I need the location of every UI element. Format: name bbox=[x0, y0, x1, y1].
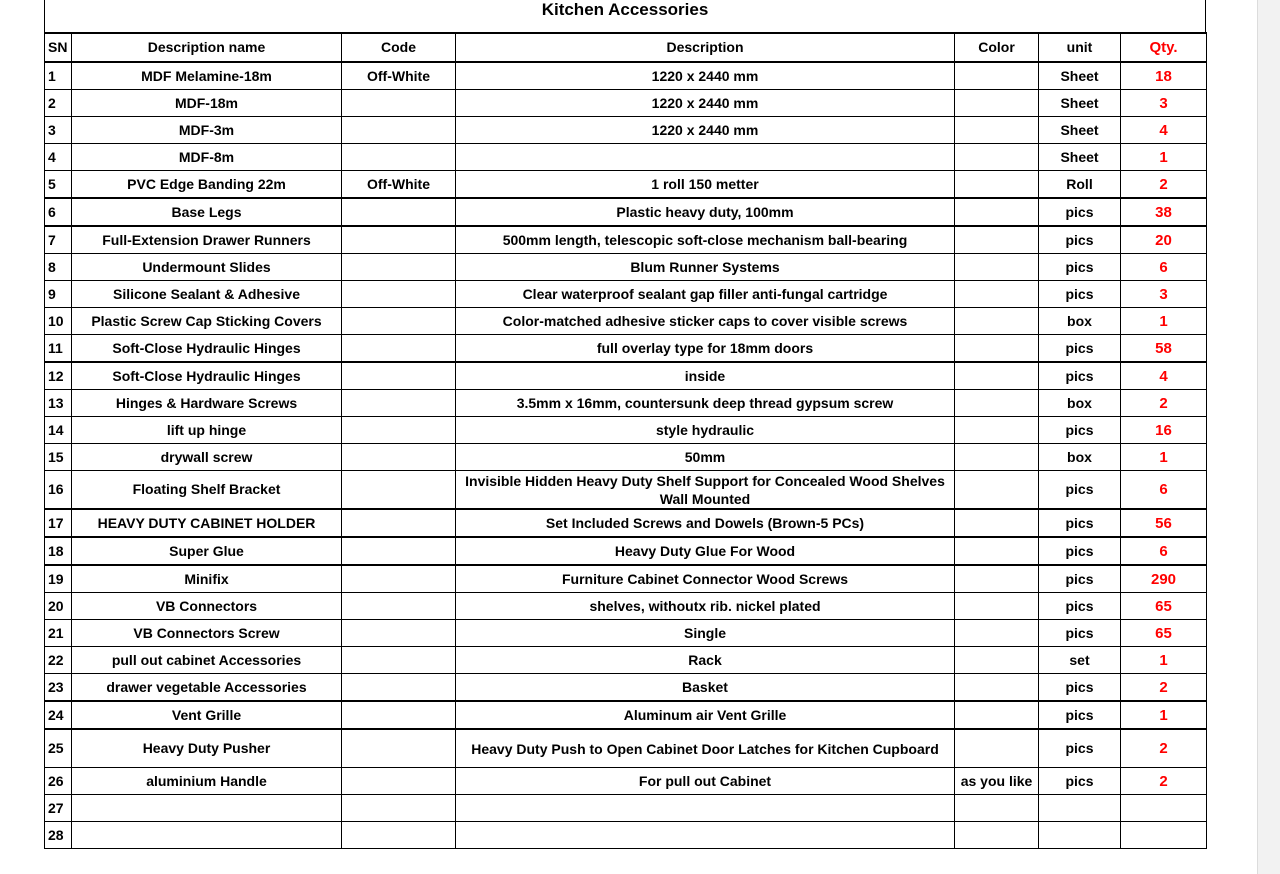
cell-description[interactable]: 1 roll 150 metter bbox=[456, 171, 955, 199]
cell-code[interactable] bbox=[342, 90, 456, 117]
cell-description-name[interactable]: VB Connectors bbox=[72, 593, 342, 620]
table-row bbox=[45, 593, 1207, 620]
cell-unit[interactable]: box bbox=[1039, 390, 1121, 417]
cell-unit[interactable]: pics bbox=[1039, 226, 1121, 254]
table-row bbox=[45, 537, 1207, 565]
cell-description[interactable]: Heavy Duty Push to Open Cabinet Door Latches for Kitchen Cupboard bbox=[456, 729, 955, 768]
cell-description-name[interactable]: Silicone Sealant & Adhesive bbox=[72, 281, 342, 308]
cell-color[interactable] bbox=[955, 647, 1039, 674]
cell-sn[interactable]: 21 bbox=[45, 620, 72, 647]
table-row bbox=[45, 335, 1207, 363]
cell-unit[interactable]: pics bbox=[1039, 281, 1121, 308]
cell-qty[interactable]: 65 bbox=[1121, 593, 1207, 620]
cell-color[interactable] bbox=[955, 795, 1039, 822]
table-row bbox=[45, 822, 1207, 849]
cell-unit[interactable]: Sheet bbox=[1039, 62, 1121, 90]
header-qty[interactable]: Qty. bbox=[1121, 33, 1207, 62]
cell-description[interactable]: Color-matched adhesive sticker caps to cover visible screws bbox=[456, 308, 955, 335]
cell-unit[interactable]: pics bbox=[1039, 417, 1121, 444]
cell-sn[interactable]: 3 bbox=[45, 117, 72, 144]
cell-description-name[interactable]: Undermount Slides bbox=[72, 254, 342, 281]
cell-color[interactable] bbox=[955, 308, 1039, 335]
cell-color[interactable] bbox=[955, 417, 1039, 444]
cell-sn[interactable]: 6 bbox=[45, 198, 72, 226]
cell-unit[interactable]: pics bbox=[1039, 768, 1121, 795]
cell-unit[interactable]: Sheet bbox=[1039, 90, 1121, 117]
cell-color[interactable] bbox=[955, 729, 1039, 768]
cell-code[interactable] bbox=[342, 537, 456, 565]
cell-sn[interactable]: 27 bbox=[45, 795, 72, 822]
cell-qty[interactable]: 2 bbox=[1121, 390, 1207, 417]
cell-color[interactable] bbox=[955, 254, 1039, 281]
cell-color[interactable] bbox=[955, 198, 1039, 226]
cell-unit[interactable]: pics bbox=[1039, 729, 1121, 768]
cell-description-name[interactable]: Plastic Screw Cap Sticking Covers bbox=[72, 308, 342, 335]
cell-color[interactable] bbox=[955, 335, 1039, 363]
cell-color[interactable] bbox=[955, 565, 1039, 593]
cell-sn[interactable]: 28 bbox=[45, 822, 72, 849]
header-description[interactable]: Description bbox=[456, 33, 955, 62]
cell-unit[interactable]: pics bbox=[1039, 701, 1121, 729]
cell-qty[interactable] bbox=[1121, 795, 1207, 822]
cell-qty[interactable]: 65 bbox=[1121, 620, 1207, 647]
cell-unit[interactable]: box bbox=[1039, 444, 1121, 471]
cell-sn[interactable]: 20 bbox=[45, 593, 72, 620]
cell-qty[interactable]: 2 bbox=[1121, 674, 1207, 702]
table-row bbox=[45, 90, 1207, 117]
cell-description[interactable]: full overlay type for 18mm doors bbox=[456, 335, 955, 363]
cell-description[interactable] bbox=[456, 795, 955, 822]
cell-description[interactable]: 1220 x 2440 mm bbox=[456, 117, 955, 144]
cell-description-name[interactable]: drywall screw bbox=[72, 444, 342, 471]
accessories-table bbox=[44, 32, 1207, 849]
cell-unit[interactable]: Sheet bbox=[1039, 144, 1121, 171]
cell-color[interactable]: as you like bbox=[955, 768, 1039, 795]
cell-qty[interactable]: 20 bbox=[1121, 226, 1207, 254]
cell-code[interactable] bbox=[342, 795, 456, 822]
cell-description-name[interactable]: MDF Melamine-18m bbox=[72, 62, 342, 90]
cell-description-name[interactable] bbox=[72, 822, 342, 849]
cell-code[interactable] bbox=[342, 768, 456, 795]
table-row bbox=[45, 701, 1207, 729]
table-row bbox=[45, 509, 1207, 537]
cell-unit[interactable]: pics bbox=[1039, 674, 1121, 702]
table-row bbox=[45, 471, 1207, 510]
cell-description[interactable]: Heavy Duty Glue For Wood bbox=[456, 537, 955, 565]
cell-code[interactable] bbox=[342, 674, 456, 702]
cell-qty[interactable]: 6 bbox=[1121, 537, 1207, 565]
cell-description[interactable]: Plastic heavy duty, 100mm bbox=[456, 198, 955, 226]
sheet-title: Kitchen Accessories bbox=[44, 0, 1206, 32]
cell-unit[interactable]: pics bbox=[1039, 471, 1121, 510]
cell-description[interactable]: style hydraulic bbox=[456, 417, 955, 444]
cell-code[interactable] bbox=[342, 117, 456, 144]
cell-sn[interactable]: 11 bbox=[45, 335, 72, 363]
cell-description[interactable]: Rack bbox=[456, 647, 955, 674]
cell-unit[interactable]: Roll bbox=[1039, 171, 1121, 199]
cell-qty[interactable]: 18 bbox=[1121, 62, 1207, 90]
cell-description-name[interactable]: Soft-Close Hydraulic Hinges bbox=[72, 335, 342, 363]
cell-qty[interactable]: 2 bbox=[1121, 768, 1207, 795]
table-row bbox=[45, 647, 1207, 674]
header-row bbox=[45, 33, 1207, 62]
cell-color[interactable] bbox=[955, 471, 1039, 510]
cell-sn[interactable]: 10 bbox=[45, 308, 72, 335]
cell-code[interactable] bbox=[342, 226, 456, 254]
cell-description-name[interactable]: aluminium Handle bbox=[72, 768, 342, 795]
cell-color[interactable] bbox=[955, 537, 1039, 565]
cell-sn[interactable]: 12 bbox=[45, 362, 72, 390]
cell-description-name[interactable]: lift up hinge bbox=[72, 417, 342, 444]
cell-color[interactable] bbox=[955, 822, 1039, 849]
cell-unit[interactable]: pics bbox=[1039, 537, 1121, 565]
cell-description[interactable]: 1220 x 2440 mm bbox=[456, 90, 955, 117]
cell-description-name[interactable] bbox=[72, 795, 342, 822]
cell-unit[interactable]: pics bbox=[1039, 593, 1121, 620]
cell-qty[interactable]: 4 bbox=[1121, 362, 1207, 390]
cell-sn[interactable]: 24 bbox=[45, 701, 72, 729]
cell-qty[interactable]: 38 bbox=[1121, 198, 1207, 226]
cell-qty[interactable]: 1 bbox=[1121, 701, 1207, 729]
cell-description[interactable]: Blum Runner Systems bbox=[456, 254, 955, 281]
cell-sn[interactable]: 1 bbox=[45, 62, 72, 90]
cell-sn[interactable]: 22 bbox=[45, 647, 72, 674]
cell-description-name[interactable]: Minifix bbox=[72, 565, 342, 593]
cell-description-name[interactable]: drawer vegetable Accessories bbox=[72, 674, 342, 702]
cell-code[interactable] bbox=[342, 593, 456, 620]
cell-code[interactable] bbox=[342, 308, 456, 335]
cell-sn[interactable]: 13 bbox=[45, 390, 72, 417]
cell-sn[interactable]: 25 bbox=[45, 729, 72, 768]
cell-description[interactable]: Invisible Hidden Heavy Duty Shelf Support for Concealed Wood Shelves Wall Mounted bbox=[456, 471, 955, 510]
cell-unit[interactable]: pics bbox=[1039, 335, 1121, 363]
cell-color[interactable] bbox=[955, 144, 1039, 171]
cell-color[interactable] bbox=[955, 62, 1039, 90]
cell-qty[interactable] bbox=[1121, 822, 1207, 849]
table-row bbox=[45, 308, 1207, 335]
cell-description[interactable]: 50mm bbox=[456, 444, 955, 471]
window-scroll-gutter bbox=[1257, 0, 1280, 874]
table-row bbox=[45, 226, 1207, 254]
cell-sn[interactable]: 26 bbox=[45, 768, 72, 795]
cell-code[interactable] bbox=[342, 509, 456, 537]
cell-color[interactable] bbox=[955, 362, 1039, 390]
header-color[interactable]: Color bbox=[955, 33, 1039, 62]
cell-code[interactable] bbox=[342, 444, 456, 471]
cell-color[interactable] bbox=[955, 701, 1039, 729]
cell-color[interactable] bbox=[955, 593, 1039, 620]
cell-color[interactable] bbox=[955, 281, 1039, 308]
cell-unit[interactable]: box bbox=[1039, 308, 1121, 335]
cell-description[interactable]: shelves, withoutx rib. nickel plated bbox=[456, 593, 955, 620]
cell-unit[interactable]: pics bbox=[1039, 254, 1121, 281]
cell-description-name[interactable]: pull out cabinet Accessories bbox=[72, 647, 342, 674]
table-row bbox=[45, 390, 1207, 417]
cell-sn[interactable]: 8 bbox=[45, 254, 72, 281]
cell-sn[interactable]: 15 bbox=[45, 444, 72, 471]
cell-code[interactable] bbox=[342, 198, 456, 226]
cell-qty[interactable]: 1 bbox=[1121, 444, 1207, 471]
cell-qty[interactable]: 1 bbox=[1121, 647, 1207, 674]
cell-description[interactable]: Furniture Cabinet Connector Wood Screws bbox=[456, 565, 955, 593]
cell-description-name[interactable]: Super Glue bbox=[72, 537, 342, 565]
cell-color[interactable] bbox=[955, 226, 1039, 254]
cell-qty[interactable]: 2 bbox=[1121, 171, 1207, 199]
cell-qty[interactable]: 1 bbox=[1121, 144, 1207, 171]
cell-code[interactable] bbox=[342, 647, 456, 674]
cell-description-name[interactable]: PVC Edge Banding 22m bbox=[72, 171, 342, 199]
cell-description-name[interactable]: MDF-8m bbox=[72, 144, 342, 171]
cell-code[interactable] bbox=[342, 471, 456, 510]
header-sn[interactable]: SN bbox=[45, 33, 72, 62]
cell-description[interactable]: 3.5mm x 16mm, countersunk deep thread gypsum screw bbox=[456, 390, 955, 417]
cell-description-name[interactable]: Hinges & Hardware Screws bbox=[72, 390, 342, 417]
cell-qty[interactable]: 3 bbox=[1121, 281, 1207, 308]
cell-code[interactable] bbox=[342, 362, 456, 390]
cell-qty[interactable]: 2 bbox=[1121, 729, 1207, 768]
cell-description[interactable] bbox=[456, 144, 955, 171]
table-row bbox=[45, 117, 1207, 144]
table-row bbox=[45, 674, 1207, 702]
cell-sn[interactable]: 17 bbox=[45, 509, 72, 537]
table-row bbox=[45, 144, 1207, 171]
cell-description-name[interactable]: Heavy Duty Pusher bbox=[72, 729, 342, 768]
cell-qty[interactable]: 1 bbox=[1121, 308, 1207, 335]
cell-description[interactable]: Basket bbox=[456, 674, 955, 702]
cell-description[interactable]: Set Included Screws and Dowels (Brown-5 PCs) bbox=[456, 509, 955, 537]
cell-qty[interactable]: 4 bbox=[1121, 117, 1207, 144]
cell-color[interactable] bbox=[955, 117, 1039, 144]
table-row bbox=[45, 362, 1207, 390]
cell-sn[interactable]: 4 bbox=[45, 144, 72, 171]
cell-qty[interactable]: 6 bbox=[1121, 471, 1207, 510]
cell-code[interactable] bbox=[342, 729, 456, 768]
table-row bbox=[45, 281, 1207, 308]
table-row bbox=[45, 417, 1207, 444]
cell-unit[interactable] bbox=[1039, 822, 1121, 849]
cell-unit[interactable]: set bbox=[1039, 647, 1121, 674]
cell-description[interactable]: 500mm length, telescopic soft-close mechanism ball-bearing bbox=[456, 226, 955, 254]
cell-unit[interactable] bbox=[1039, 795, 1121, 822]
cell-sn[interactable]: 9 bbox=[45, 281, 72, 308]
cell-description-name[interactable]: Base Legs bbox=[72, 198, 342, 226]
cell-unit[interactable]: Sheet bbox=[1039, 117, 1121, 144]
header-description-name[interactable]: Description name bbox=[72, 33, 342, 62]
table-row bbox=[45, 768, 1207, 795]
cell-code[interactable] bbox=[342, 281, 456, 308]
cell-sn[interactable]: 5 bbox=[45, 171, 72, 199]
cell-code[interactable]: Off-White bbox=[342, 171, 456, 199]
cell-code[interactable] bbox=[342, 390, 456, 417]
cell-sn[interactable]: 18 bbox=[45, 537, 72, 565]
header-unit[interactable]: unit bbox=[1039, 33, 1121, 62]
cell-qty[interactable]: 58 bbox=[1121, 335, 1207, 363]
cell-qty[interactable]: 16 bbox=[1121, 417, 1207, 444]
cell-code[interactable] bbox=[342, 144, 456, 171]
cell-sn[interactable]: 16 bbox=[45, 471, 72, 510]
table-row bbox=[45, 62, 1207, 90]
cell-code[interactable] bbox=[342, 254, 456, 281]
cell-sn[interactable]: 23 bbox=[45, 674, 72, 702]
cell-description[interactable]: Aluminum air Vent Grille bbox=[456, 701, 955, 729]
cell-description-name[interactable]: MDF-18m bbox=[72, 90, 342, 117]
cell-color[interactable] bbox=[955, 620, 1039, 647]
cell-sn[interactable]: 19 bbox=[45, 565, 72, 593]
cell-code[interactable] bbox=[342, 822, 456, 849]
cell-unit[interactable]: pics bbox=[1039, 565, 1121, 593]
cell-color[interactable] bbox=[955, 390, 1039, 417]
cell-code[interactable] bbox=[342, 701, 456, 729]
table-row bbox=[45, 729, 1207, 768]
cell-unit[interactable]: pics bbox=[1039, 198, 1121, 226]
cell-color[interactable] bbox=[955, 90, 1039, 117]
cell-color[interactable] bbox=[955, 444, 1039, 471]
cell-description-name[interactable]: MDF-3m bbox=[72, 117, 342, 144]
cell-unit[interactable]: pics bbox=[1039, 509, 1121, 537]
cell-description-name[interactable]: Soft-Close Hydraulic Hinges bbox=[72, 362, 342, 390]
cell-code[interactable] bbox=[342, 565, 456, 593]
table-row bbox=[45, 444, 1207, 471]
cell-description-name[interactable]: Floating Shelf Bracket bbox=[72, 471, 342, 510]
cell-color[interactable] bbox=[955, 171, 1039, 199]
cell-description-name[interactable]: Full-Extension Drawer Runners bbox=[72, 226, 342, 254]
cell-unit[interactable]: pics bbox=[1039, 620, 1121, 647]
cell-unit[interactable]: pics bbox=[1039, 362, 1121, 390]
cell-description[interactable]: inside bbox=[456, 362, 955, 390]
header-code[interactable]: Code bbox=[342, 33, 456, 62]
cell-qty[interactable]: 6 bbox=[1121, 254, 1207, 281]
cell-description[interactable]: For pull out Cabinet bbox=[456, 768, 955, 795]
cell-color[interactable] bbox=[955, 674, 1039, 702]
cell-description[interactable]: Single bbox=[456, 620, 955, 647]
table-row bbox=[45, 171, 1207, 199]
cell-qty[interactable]: 290 bbox=[1121, 565, 1207, 593]
cell-description-name[interactable]: VB Connectors Screw bbox=[72, 620, 342, 647]
table-row bbox=[45, 565, 1207, 593]
table-row bbox=[45, 620, 1207, 647]
table-row bbox=[45, 198, 1207, 226]
table-row bbox=[45, 254, 1207, 281]
cell-description-name[interactable]: HEAVY DUTY CABINET HOLDER bbox=[72, 509, 342, 537]
cell-code[interactable] bbox=[342, 620, 456, 647]
cell-description[interactable]: 1220 x 2440 mm bbox=[456, 62, 955, 90]
cell-sn[interactable]: 14 bbox=[45, 417, 72, 444]
cell-qty[interactable]: 56 bbox=[1121, 509, 1207, 537]
table-row bbox=[45, 795, 1207, 822]
cell-code[interactable] bbox=[342, 417, 456, 444]
cell-description[interactable]: Clear waterproof sealant gap filler anti-fungal cartridge bbox=[456, 281, 955, 308]
cell-sn[interactable]: 2 bbox=[45, 90, 72, 117]
cell-sn[interactable]: 7 bbox=[45, 226, 72, 254]
cell-code[interactable] bbox=[342, 335, 456, 363]
cell-description-name[interactable]: Vent Grille bbox=[72, 701, 342, 729]
cell-color[interactable] bbox=[955, 509, 1039, 537]
cell-qty[interactable]: 3 bbox=[1121, 90, 1207, 117]
cell-description[interactable] bbox=[456, 822, 955, 849]
cell-code[interactable]: Off-White bbox=[342, 62, 456, 90]
